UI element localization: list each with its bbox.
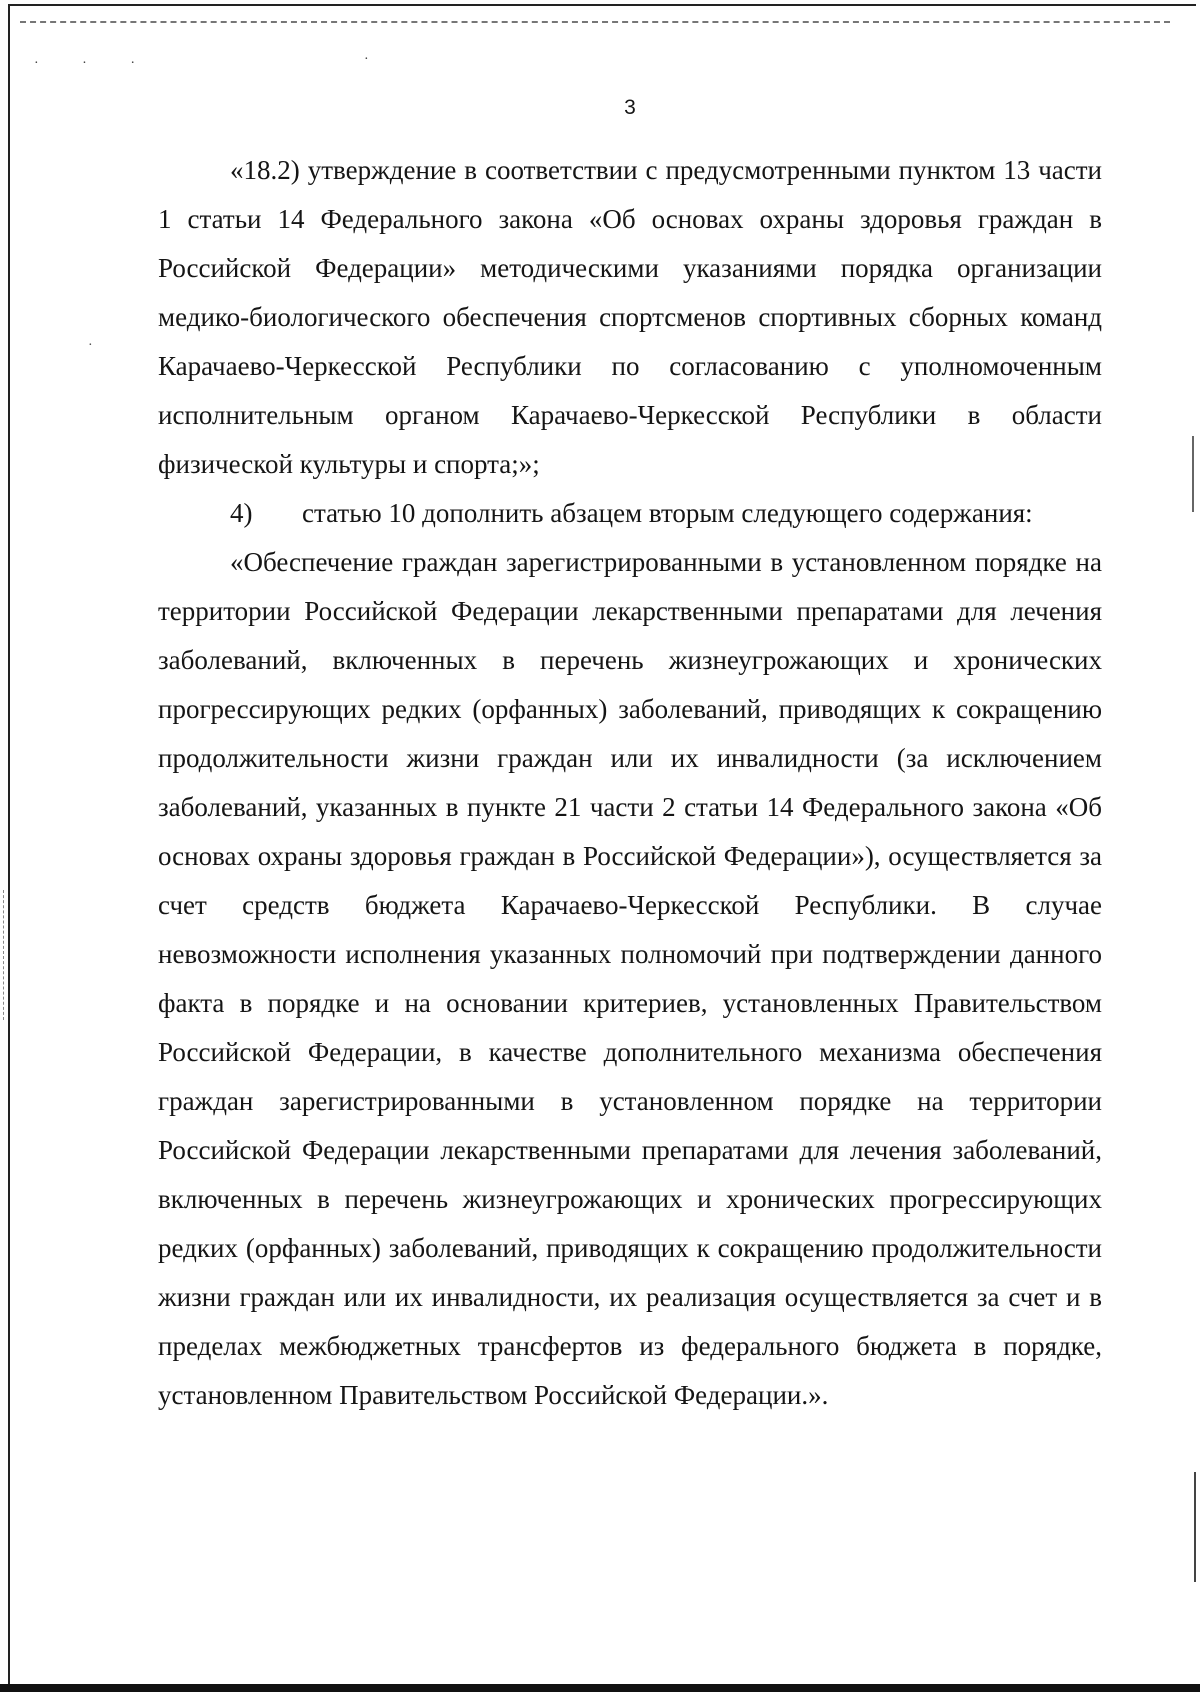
scan-specks: · · · [34,56,155,71]
list-item-4 [158,489,1102,538]
page-number: 3 [624,96,636,119]
scan-speck: · [88,338,93,353]
document-body [158,146,1102,1420]
list-item-text: статью 10 дополнить абзацем вторым следующего содержания: [302,498,1033,528]
scan-speck: · [364,52,369,67]
scan-edge-mark [1194,1472,1196,1582]
scan-border-left [8,4,10,1684]
scan-edge-mark [1192,436,1194,512]
paragraph-18-2: «18.2) утверждение в соответствии с предусмотренными пунктом 13 части 1 статьи 14 Федерального закона «Об основах охраны здоровья граждан в Российской Федерации» методическими указаниями порядка организации медико-биологического обеспечения спортсменов спортивных сборных команд Карачаево-Черкесской Республики по согласованию с уполномоченным исполнительным органом Карачаево-Черкесской Республики в области физической культуры и спорта;»; [158,155,1102,479]
scan-border-top [8,4,1196,6]
scan-edge-mark [3,890,4,1020]
scan-dashed-line [20,21,1170,23]
scan-border-bottom [0,1684,1200,1692]
paragraph-article-10: «Обеспечение граждан зарегистрированными в установленном порядке на территории Российской Федерации лекарственными препаратами для лечения заболеваний, включенных в перечень жизнеугрожающих и хронических прогрессирующих редких (орфанных) заболеваний, приводящих к сокращению продолжительности жизни граждан или их инвалидности (за исключением заболеваний, указанных в пункте 21 части 2 статьи 14 Федерального закона «Об основах охраны здоровья граждан в Российской Федерации»), осуществляется за счет средств бюджета Карачаево-Черкесской Республики. В случае невозможности исполнения указанных полномочий при подтверждении данного факта в порядке и на основании критериев, установленных Правительством Российской Федерации, в качестве дополнительного механизма обеспечения граждан зарегистрированными в установленном порядке на территории Российской Федерации лекарственными препаратами для лечения заболеваний, включенных в перечень жизнеугрожающих и хронических прогрессирующих редких (орфанных) заболеваний, приводящих к сокращению продолжительности жизни граждан или их инвалидности, их реализация осуществляется за счет и в пределах межбюджетных трансфертов из федерального бюджета в порядке, установленном Правительством Российской Федерации.». [158,547,1102,1410]
list-item-number: 4) [230,498,253,528]
